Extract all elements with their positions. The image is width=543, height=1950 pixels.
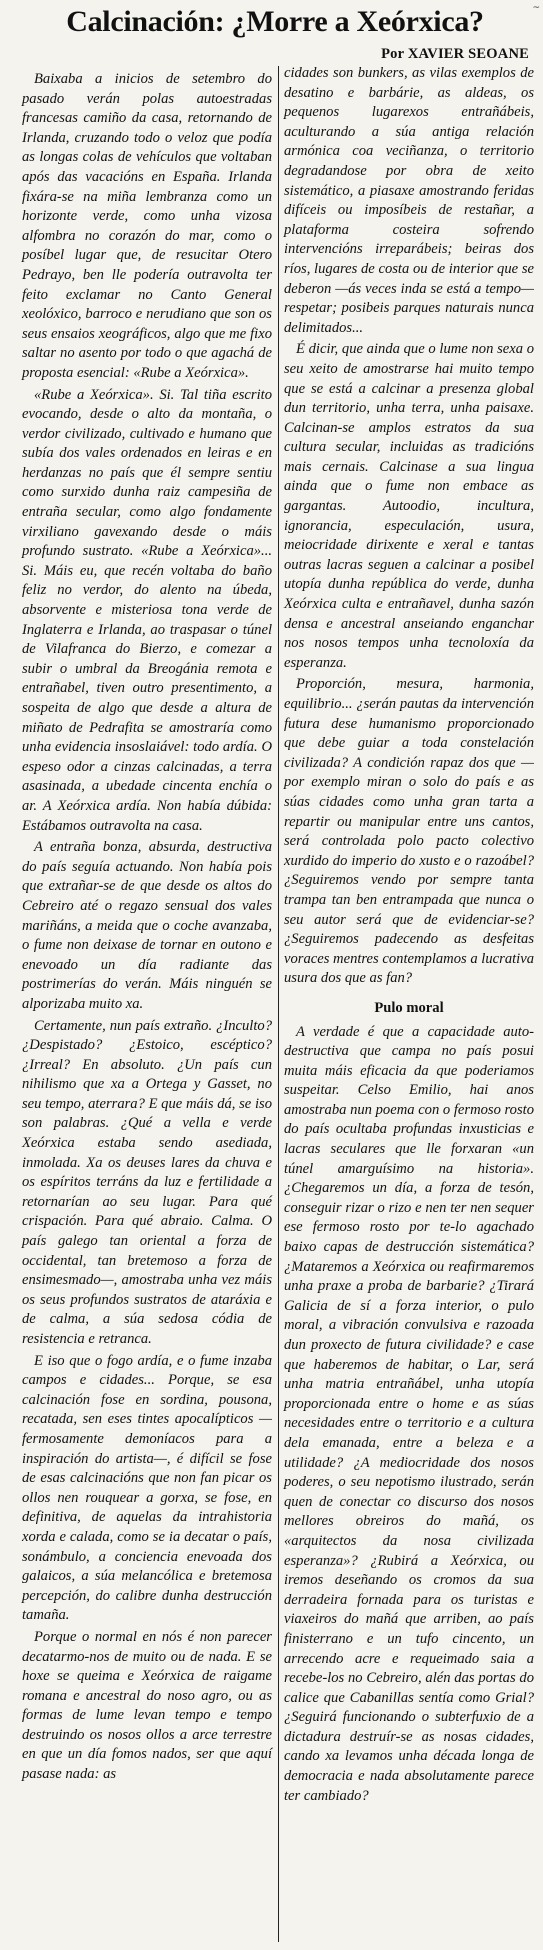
- corner-mark: ~: [532, 3, 540, 13]
- paragraph: A entraña bonza, absurda, destructiva do país seguía actuando. Non había pois que extrañar-se de que desde os altos do Cebreiro até o regazo sensual dos vales mariñáns, a meida que o coche avanzaba, o fume non deixase de tornar en outono e enevoado un día radiante das postrimerías do verán. Máis ninguén se alporizaba muito xa.: [22, 839, 272, 1012]
- paragraph: É dicir, que ainda que o lume non sexa o seu xeito de amostrarse hai muito tempo que se está a calcinar a presenza global dun territorio, unha terra, unha paisaxe. Calcinan-se amplos estratos da sua cultura secular, incluidas as tradicións mais cernais. Calcinase a sua lingua ainda que o fume non embace as gargantas. Autoodio, incultura, ignorancia, especulación, usura, meiocridade dirixente e xeral e tantas outras lacras seguen a calcinar a posibel utopía dunha república do verde, dunha Xeórxica culta e entrañavel, dunha sazón densa e ancestral anseiando enganchar nos nosos tempos unha tecnoloxía da esperanza.: [284, 341, 534, 671]
- section-subhead: Pulo moral: [374, 999, 444, 1016]
- paragraph: Baixaba a inicios de setembro do pasado verán polas autoestradas francesas camiño da casa, retornando de Irlanda, cruzando todo o veloz que podía as longas colas de vehículos que voltaban após das vacacións en España. Irlanda fixára-se na miña lembranza como un horizonte verde, como unha vizosa alfombra no corazón do mar, como o posíbel lugar que, de resucitar Otero Pedrayo, ben lle podería outravolta ter feito exclamar no Canto General xeolóxico, barroco e nerudiano que son os seus ensaios xeográficos, algo que me fixo saltar no asento por todo o que agachá de proposta esencial: «Rube a Xeórxica».: [22, 71, 272, 381]
- paragraph: Porque o normal en nós é non parecer decatarmo-nos de muito ou de nada. E se hoxe se queima e Xeórxica de raigame romana e ancestral do noso agro, ou as formas de lume levan tempo e tempo destruindo os nosos ollos a arce terrestre en que un día fomos nados, ser que aquí pasase nada: as: [22, 1628, 272, 1783]
- paragraph: A verdade é que a capacidade auto-destructiva que campa no país posui muita máis eficacia da que poderiamos suspeitar. Celso Emilio, hai anos amostraba nun poema con o fermoso rosto do país ocultaba profundas inxusticias e lacras seculares que lle forxaran «un túnel amarguísimo na historia». ¿Chegaremos un día, a forza de tesón, conseguir rizar o rizo e nen ter nen sequer ese fermoso rosto por te-lo agachado baixo capas de destrucción sistemática? ¿Mataremos a Xeórxica ou reafirmaremos unha praxe a proba de barbarie? ¿Tirará Galicia de sí a forza interior, o pulo moral, a vibración convulsiva e razoada dun proxecto de futura civilidade? e case que haberemos de habitar, o Lar, será unha matria entrañábel, unha utopía proporcionada entre o home e as súas necesidades entre o territorio e a cultura dela emanada, entre a beleza e a utilidade? ¿A mediocridade dos nosos poderes, o seu nepotismo ilustrado, serán quen de conectar co discurso dos nosos mellores obreiros do mañá, os «arquitectos da nosa civilizada esperanza»? ¿Rubirá a Xeórxica, ou iremos deseñando os cromos da sua derradeira fornada para os turistas e viaxeiros do mañá que arriben, ao país finisterrano e un tufo cincento, un arrecendo acre e requeimado saia a recebe-los no Cebreiro, alén das portas do calice que Cabanillas sentía como Grial? ¿Seguirá funcionando o subterfuxio de a dictadura destruír-se as nosas cidades, cando xa levamos unha década longa de democracia e nada absolutamente parece ter cambiado?: [284, 1023, 534, 1804]
- right-column: [284, 64, 534, 1808]
- paragraph: Certamente, nun país extraño. ¿Inculto? ¿Despistado? ¿Estoico, escéptico? ¿Irreal? En absoluto. ¿Un país cun nihilismo que xa a Ortega y Gasset, no seu tempo, aterrara? E que máis dá, se iso son palabras. ¿Qué a vella e verde Xeórxica estaba sendo asediada, inmolada. Xa os deuses lares da chuva e os espíritos terráns da luz e fertilidade a retornarían ao seu lugar. Para qué crispación. Para qué abraio. Calma. O país galego tan oriental a forza de occidental, tan bretemoso a forza de ensimesmado—, amostraba unha vez máis os seus profundos sustratos de ataráxia e de calma, a súa sedosa códia de resistencia e retranca.: [22, 1017, 272, 1347]
- article-title: Calcinación: ¿Morre a Xeórxica?: [66, 5, 484, 38]
- column-divider: [278, 66, 279, 1942]
- paragraph: «Rube a Xeórxica». Si. Tal tiña escrito evocando, desde o alto da montaña, o verdor civilizado, cultivado e humano que subía dos vales ordenados en leiras e en herdanzas no país que él sempre sentiu como surxido dunha raiz campesiña de entraña secular, como algo fondamente virxiliano gavexando desde o máis profundo sustrato. «Rube a Xeórxica»... Si. Máis eu, que recén voltaba do baño feliz no verdor, do alento na úbeda, absorvente e misteriosa tona verde de Inglaterra e Irlanda, ao traspasar o túnel de Vilafranca do Bierzo, e comezar a subir o umbral da Breogánia remota e entrañabel, tiven outro presentimento, a sospeita de algo que desde a altura de miñato de Pedrafita se amostraría como unha evidencia insoslaiável: todo ardía. O espeso odor a cinzas calcinadas, a terra asasinada, a ubedade cincenta enchía o ar. A Xeórxica ardía. Non había dúbida: Estábamos outravolta na casa.: [22, 386, 272, 834]
- paragraph: E iso que o fogo ardía, e o fume inzaba campos e cidades... Porque, se esa calcinación fose en sordina, pousona, recatada, sen eses tintes apocalípticos —fermosamente demoníacos para a inspiración do artista—, é difícil se fose de esas calcinacións que non fan picar os ollos nen rouquear a gorxa, se fose, en definitiva, de aquelas da intrahistoria xorda e calada, como se ia decatar o país, sonámbulo, a conciencia enevoada dos galaicos, a súa melancólica e bretemosa percepción, do calibre dunha destrucción tamaña.: [22, 1352, 272, 1624]
- paragraph: cidades son bunkers, as vilas exemplos de desatino e barbárie, as aldeas, os pequenos lugarexos entrañábeis, aculturando a súa antiga relación armónica coa veciñanza, o territorio degradandose por obra de xeito sistemático, a piasaxe amostrando feridas difíceis ou imposíbeis de restañar, a plataforma costeira sofrendo intervencións irreparábeis; beiras dos ríos, lugares de costa ou de interior que se deberon —ás veces inda se está a tempo— respetar; posibeis parques naturais nunca delimitados...: [284, 65, 534, 336]
- article-byline: Por XAVIER SEOANE: [381, 46, 529, 62]
- paragraph: Proporción, mesura, harmonia, equilibrio... ¿serán pautas da intervención futura dese humanismo proporcionado que debe guiar a toda constelación civilizada? A condición rapaz dos que —por exemplo miran o solo do país e as súas cidades como unha gran tarta a repartir ou manipular entre uns cantos, será controlada polo pacto colectivo xurdido do imperio do xusto e o razoábel? ¿Seguiremos vendo por sempre tanta trampa tan ben entrampada que nunca o seu autor será que de evidenciar-se? ¿Seguiremos padecendo as desfeitas voraces mentres contemplamos a lucrativa usura dos que as fan?: [284, 676, 534, 987]
- left-column: [22, 70, 272, 1787]
